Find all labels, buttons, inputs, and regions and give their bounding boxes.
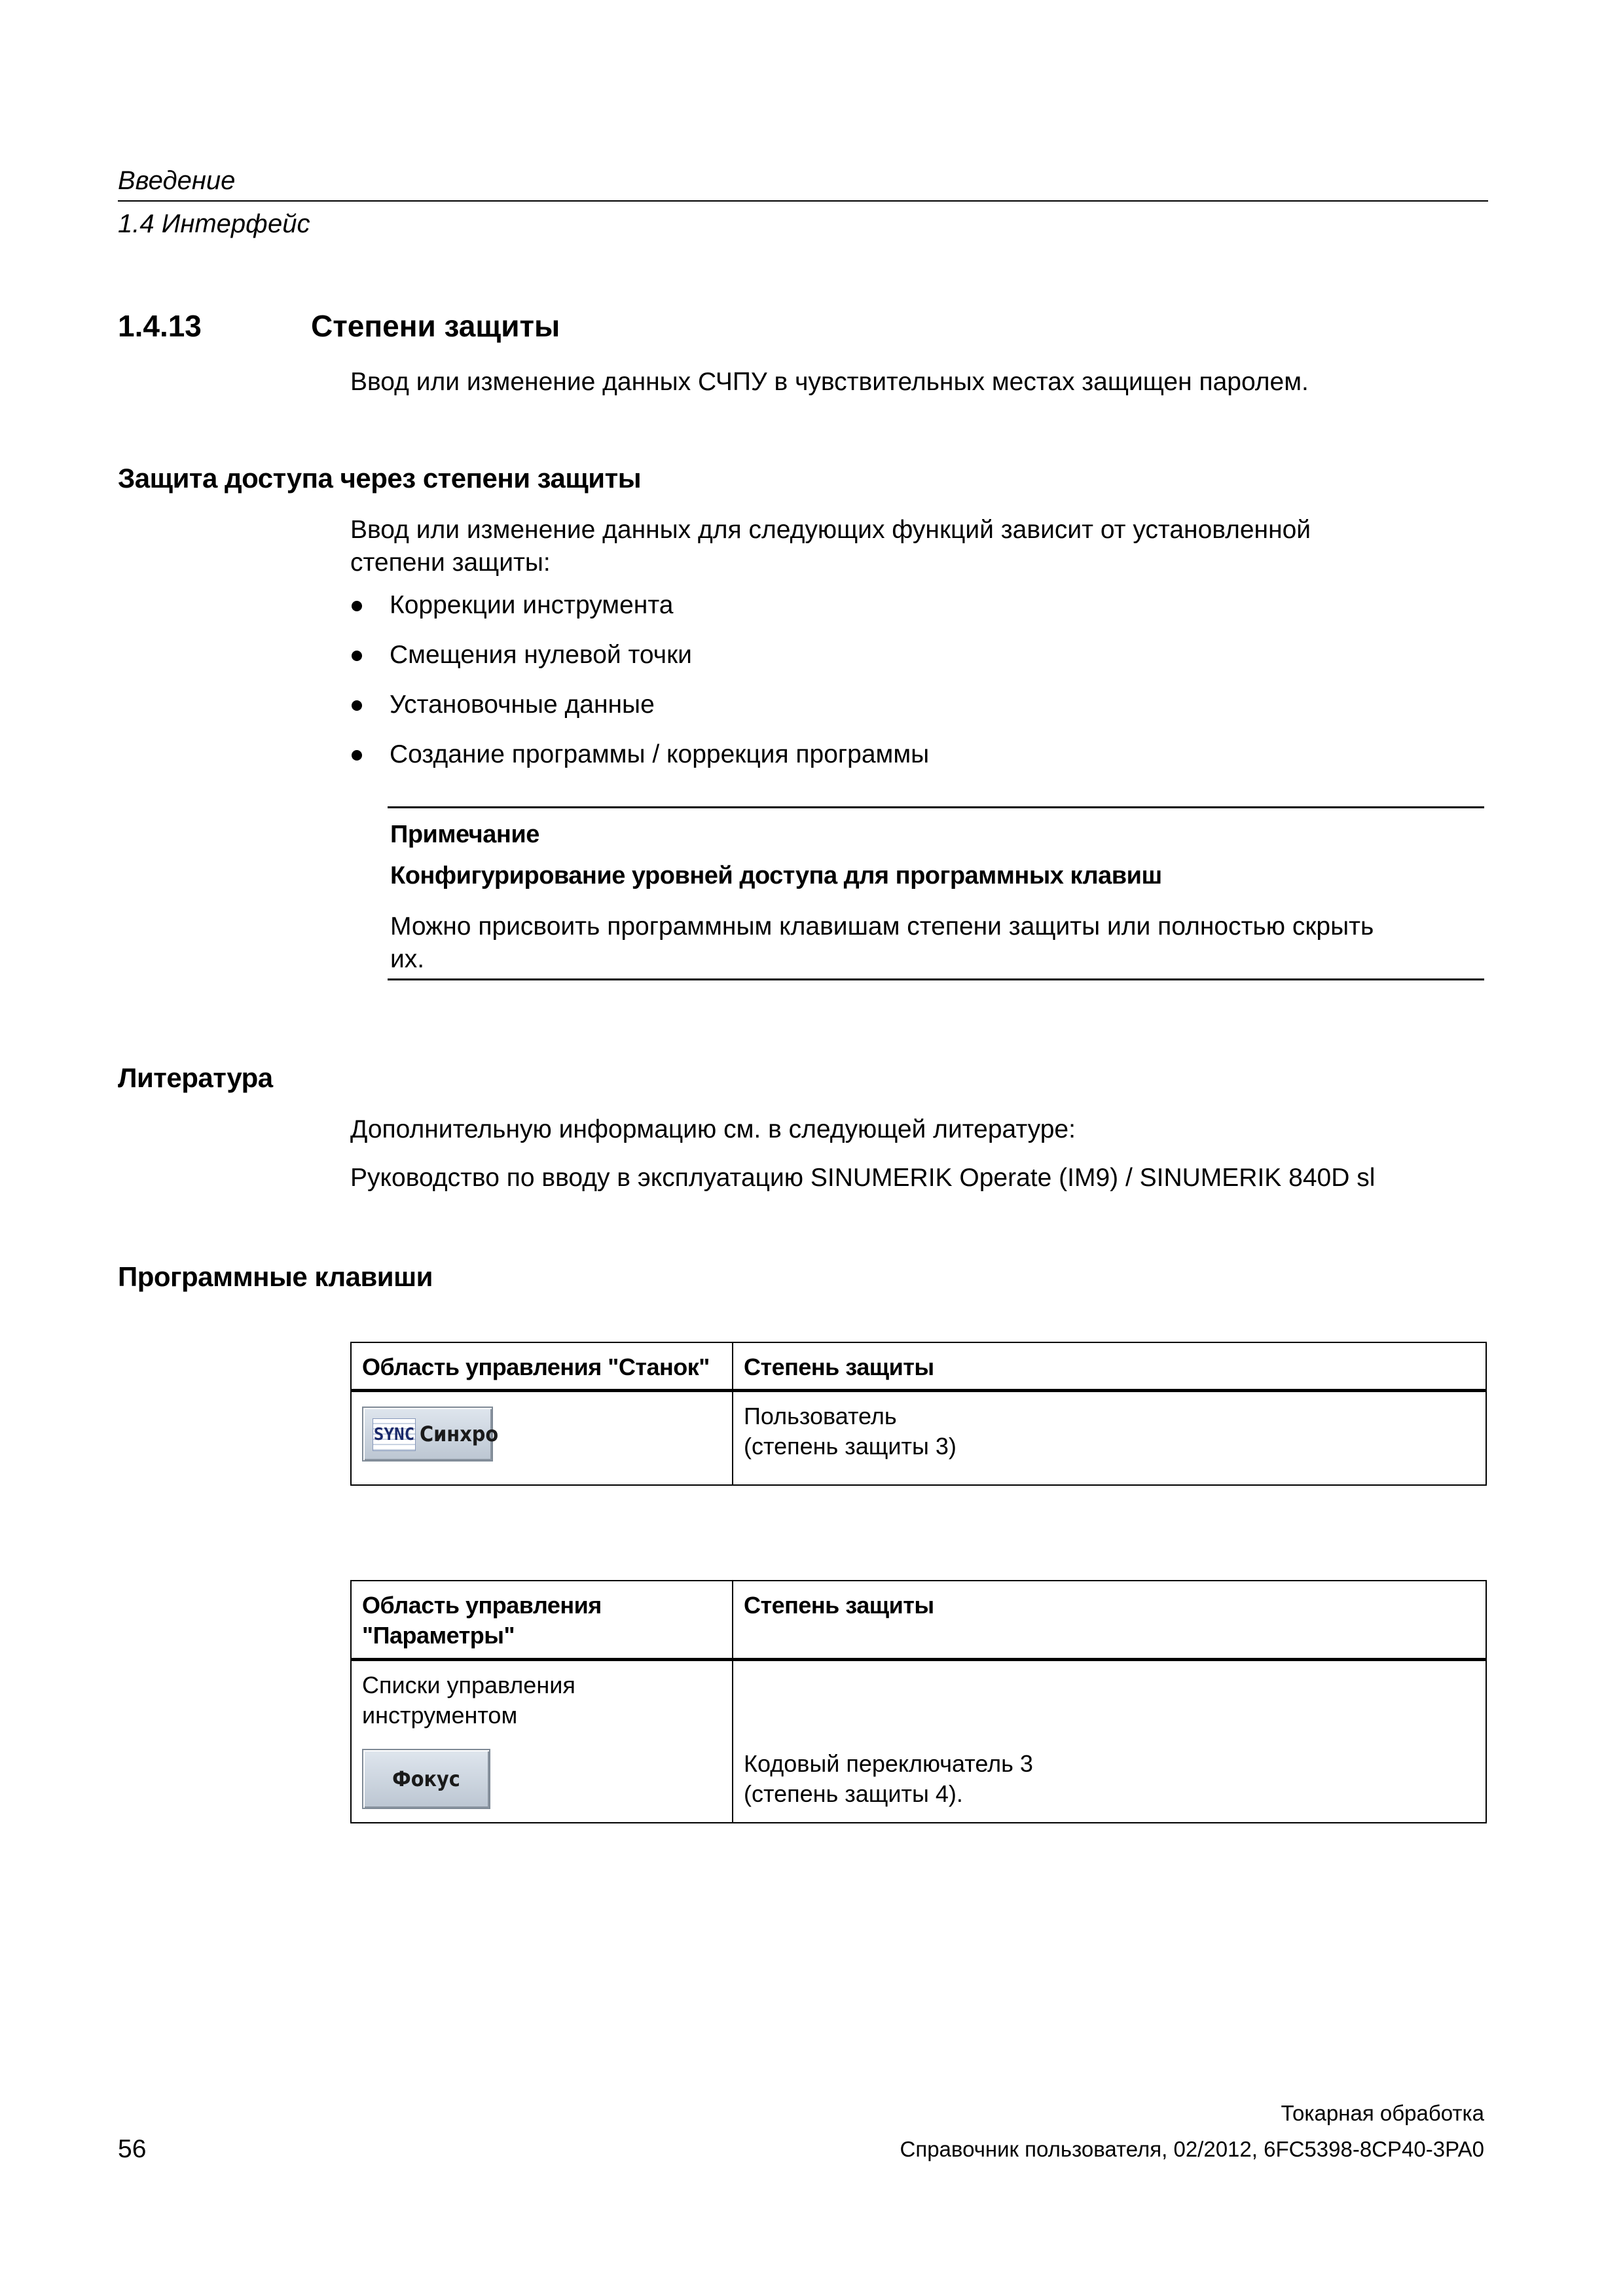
table-header-protection: Степень защиты — [733, 1342, 1486, 1391]
list-item: Создание программы / коррекция программы — [350, 738, 929, 788]
access-text-line1: Ввод или изменение данных для следующих функций зависит от установленной — [350, 516, 1311, 544]
section-title: Степени защиты — [311, 309, 560, 343]
protection-level-line2: (степень защиты 3) — [744, 1433, 957, 1460]
list-item: Установочные данные — [350, 689, 929, 738]
protection-level-line1: Пользователь — [744, 1403, 897, 1429]
softkey-table-parameters — [350, 1580, 1487, 1823]
page-number: 56 — [118, 2135, 147, 2163]
table-cell-protection-level — [733, 1659, 1486, 1823]
note-top-rule — [388, 806, 1484, 808]
list-item: Коррекции инструмента — [350, 589, 929, 639]
header-rule — [118, 200, 1488, 202]
softkeys-heading: Программные клавиши — [118, 1261, 433, 1292]
running-header-section: 1.4 Интерфейс — [118, 209, 310, 238]
note-title: Конфигурирование уровней доступа для программных клавиш — [390, 862, 1162, 889]
focus-softkey[interactable]: Фокус — [362, 1749, 490, 1809]
table-header-area-line2: "Параметры" — [362, 1622, 515, 1649]
table-header-area — [351, 1581, 733, 1659]
literature-line1: Дополнительную информацию см. в следующей литературе: — [350, 1115, 1076, 1143]
softkey-table-machine — [350, 1342, 1487, 1486]
section-number: 1.4.13 — [118, 309, 202, 343]
footer-doc-info: Справочник пользователя, 02/2012, 6FC5398-8CP40-3PA0 — [900, 2137, 1484, 2161]
section-intro: Ввод или изменение данных СЧПУ в чувствительных местах защищен паролем. — [350, 368, 1309, 396]
access-text-line2: степени защиты: — [350, 548, 551, 577]
tool-lists-line1: Списки управления — [362, 1671, 575, 1698]
list-item: Смещения нулевой точки — [350, 639, 929, 689]
sync-softkey[interactable] — [362, 1407, 499, 1462]
protection-level-line1: Кодовый переключатель 3 — [744, 1750, 1033, 1777]
table-cell-softkey — [351, 1659, 733, 1823]
note-text-line1: Можно присвоить программным клавишам степени защиты или полностью скрыть — [390, 912, 1374, 941]
table-cell-softkey — [351, 1391, 733, 1485]
tool-lists-line2: инструментом — [362, 1701, 518, 1729]
protection-level-line2: (степень защиты 4). — [744, 1780, 963, 1807]
table-header-area-line1: Область управления — [362, 1592, 602, 1619]
table-cell-protection-level — [733, 1391, 1486, 1485]
table-header-protection: Степень защиты — [733, 1581, 1486, 1659]
note-bottom-rule — [388, 978, 1484, 980]
access-bullet-list — [350, 589, 929, 788]
footer-product: Токарная обработка — [1281, 2101, 1484, 2125]
literature-heading: Литература — [118, 1062, 273, 1093]
table-header-area: Область управления "Станок" — [351, 1342, 733, 1391]
sync-softkey-label: Синхро — [420, 1422, 499, 1446]
note-label: Примечание — [390, 821, 539, 848]
access-heading: Защита доступа через степени защиты — [118, 463, 642, 493]
literature-reference: Руководство по вводу в эксплуатацию SINUMERIK Operate (IM9) / SINUMERIK 840D sl — [350, 1164, 1376, 1192]
sync-icon: SYNC — [373, 1418, 416, 1451]
note-text-line2: их. — [390, 945, 425, 973]
running-header-chapter: Введение — [118, 166, 236, 195]
